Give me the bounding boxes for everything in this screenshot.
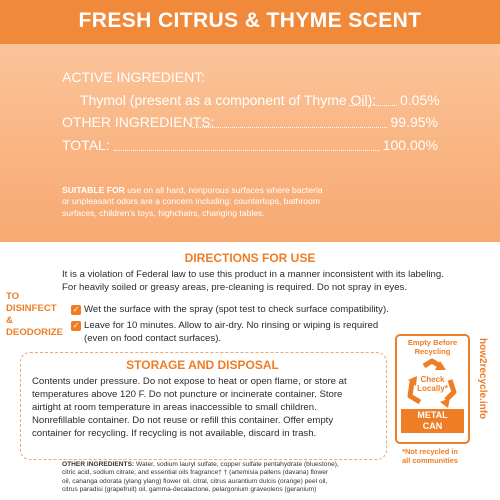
- other-ingredients-line-4: citrus paradisi (grapefruit) oil, gamma-decalactone, pelargonium graveolens (geranium): [62, 486, 317, 494]
- check-icon: ✓: [72, 305, 80, 314]
- directions-heading: DIRECTIONS FOR USE: [184, 251, 316, 265]
- disinfect-label: [6, 291, 66, 339]
- badge-top-line-2: Recycling: [414, 347, 451, 356]
- thymol-label: Thymol (present as a component of Thyme Oil):: [80, 92, 377, 108]
- step-2-line-2: (even on food contact surfaces).: [84, 333, 222, 344]
- other-ingredients-line-3: oil, cananga odorata (ylang ylang) flower oil, citral, citrus aurantium dulcis (orange) peel oil,: [62, 477, 328, 485]
- badge-footnote: [392, 448, 468, 466]
- suitable-line-2: or unpleasant odors are a concern including: countertops, bathroom: [62, 196, 320, 207]
- storage-line-3: airtight at room temperature in areas inaccessible to small children.: [32, 402, 317, 413]
- check-icon: ✓: [72, 321, 80, 330]
- other-dots: [192, 127, 387, 128]
- other-ingredients-value: 99.95%: [390, 114, 438, 130]
- badge-foot-line-2: all communities: [402, 455, 458, 465]
- suitable-for-text: [62, 185, 462, 219]
- badge-can: CAN: [422, 421, 443, 431]
- total-value: 100.00%: [382, 137, 438, 153]
- suitable-line-1: use on all hard, nonporous surfaces where bacteria: [124, 185, 323, 195]
- disinfect-label-1: TO DISINFECT: [6, 291, 57, 314]
- badge-top-text: [397, 338, 468, 356]
- other-ingredients-label: OTHER INGREDIENTS:: [62, 114, 215, 130]
- recycle-arrows-icon: [404, 358, 461, 408]
- badge-top-line-1: Empty Before: [407, 338, 458, 347]
- badge-center-line-1: Check: [420, 375, 445, 384]
- scent-title: FRESH CITRUS & THYME SCENT: [78, 9, 422, 32]
- directions-line-2: For heavily soiled or greasy areas, pre-cleaning is required. Do not spray in eyes.: [62, 282, 408, 293]
- storage-line-4: Nonrefillable container. Do not reuse or refill this container. Offer empty: [32, 415, 334, 426]
- storage-line-1: Contents under pressure. Do not expose to heat or open flame, or store at: [32, 376, 347, 387]
- thymol-dots: [349, 105, 397, 106]
- badge-center-line-2: Locally*: [417, 384, 448, 393]
- directions-line-1: It is a violation of Federal law to use this product in a manner inconsistent with its labeling.: [62, 269, 444, 280]
- active-ingredient-label: ACTIVE INGREDIENT:: [62, 69, 206, 85]
- other-ingredients-lead: OTHER INGREDIENTS:: [62, 461, 135, 468]
- badge-material: [401, 409, 464, 433]
- recycle-website: how2recycle.info: [477, 338, 488, 420]
- total-label: TOTAL:: [62, 137, 110, 153]
- other-ingredients-line-1: Water, sodium lauryl sulfate, copper sulfate pentahydrate (bluestone),: [134, 461, 339, 468]
- storage-line-2: temperatures above 120 F. Do not puncture or incinerate container. Store: [32, 389, 343, 400]
- storage-heading: STORAGE AND DISPOSAL: [126, 358, 279, 372]
- suitable-lead: SUITABLE FOR: [62, 185, 125, 195]
- recycle-badge: [395, 334, 470, 444]
- total-dots: [114, 150, 380, 151]
- other-ingredients-line-2: citric acid, sodium citrate, and essential oils fragrance† † (artemisia pallens (davana) flower: [62, 469, 329, 477]
- step-2-line-1: Leave for 10 minutes. Allow to air-dry. No rinsing or wiping is required: [84, 320, 379, 331]
- step-1: Wet the surface with the spray (spot test to check surface compatibility).: [84, 304, 389, 315]
- storage-line-5: container for recycling. If recycling is not available, discard in trash.: [32, 428, 317, 439]
- suitable-line-3: surfaces, children's toys, highchairs, changing tables.: [62, 207, 265, 218]
- thymol-value: 0.05%: [400, 92, 440, 108]
- badge-metal: METAL: [417, 410, 448, 420]
- badge-foot-line-1: *Not recycled in: [402, 447, 458, 456]
- disinfect-label-2: & DEODORIZE: [6, 315, 64, 338]
- other-ingredients-text: [62, 461, 387, 495]
